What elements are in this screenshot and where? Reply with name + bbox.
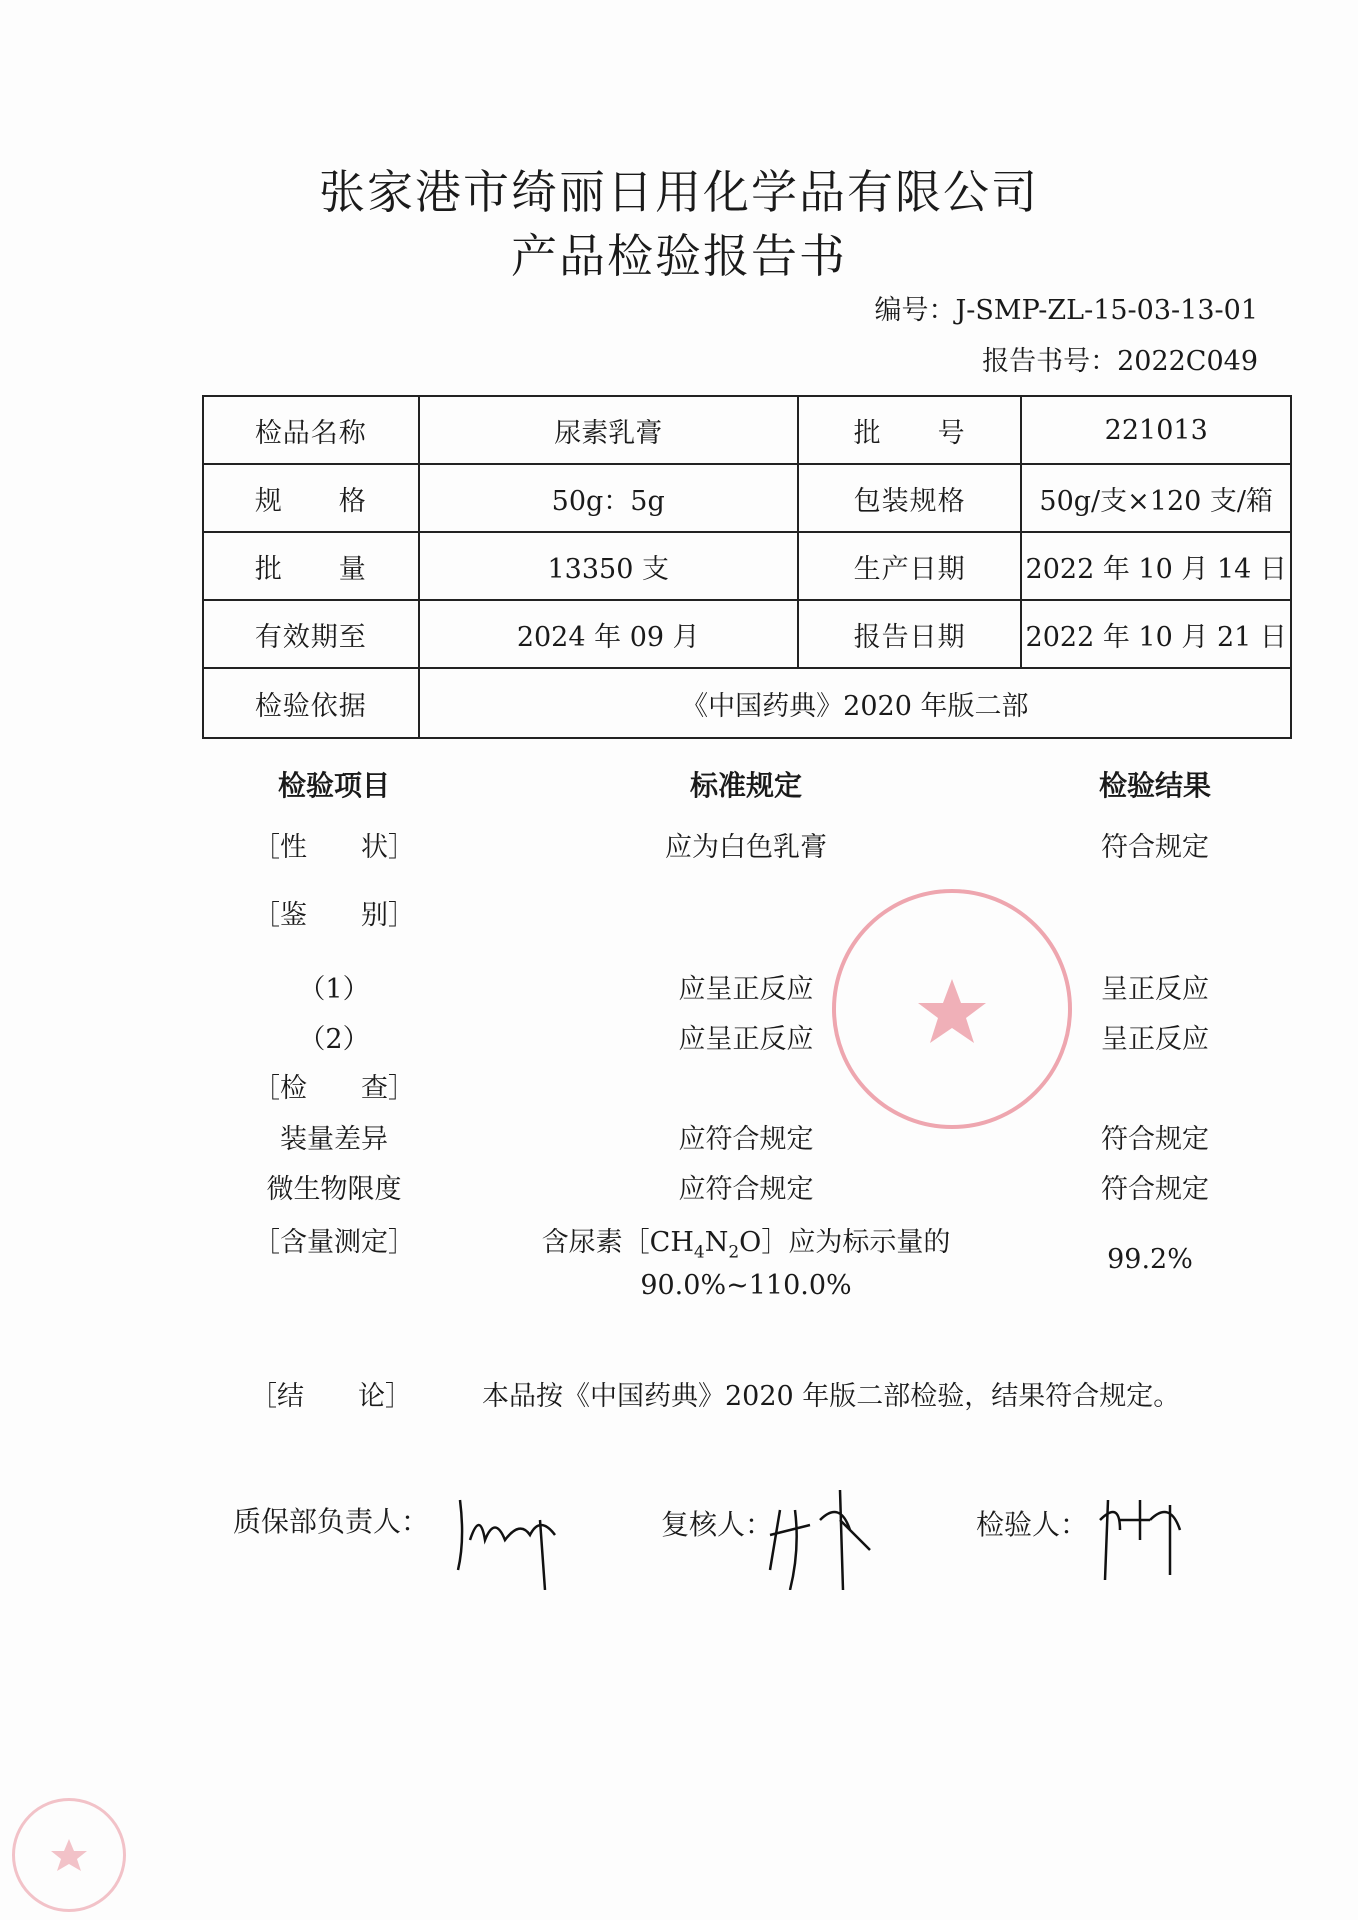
inspection-item: ［性 状］ <box>253 832 415 863</box>
inspection-item: （1） <box>298 974 370 1005</box>
assay-text-c: O］应为标示量的 <box>739 1227 951 1258</box>
basis-row <box>203 668 1291 738</box>
inspection-result: 符合规定 <box>1101 832 1209 863</box>
info-row <box>203 396 1291 464</box>
inspection-item: ［鉴 别］ <box>253 900 415 931</box>
col-item: 检验项目 <box>277 769 391 802</box>
inspection-item: ［检 查］ <box>253 1073 415 1104</box>
basis-label: 检验依据 <box>203 668 419 738</box>
corner-seal-stamp <box>12 1798 126 1912</box>
inspector-signature-label: 检验人： <box>976 1508 1089 1541</box>
assay-result: 99.2% <box>1107 1244 1193 1275</box>
field-value: 13350 支 <box>419 532 798 600</box>
inspection-item: （2） <box>298 1024 370 1055</box>
assay-range: 90.0%~110.0% <box>640 1270 852 1301</box>
field-value: 2024 年 09 月 <box>419 600 798 668</box>
conclusion-text: 本品按《中国药典》2020 年版二部检验，结果符合规定。 <box>482 1381 1181 1412</box>
field-label: 批 量 <box>203 532 419 600</box>
field-value: 2022 年 10 月 14 日 <box>1021 532 1291 600</box>
assay-standard <box>542 1220 951 1262</box>
inspection-result: 符合规定 <box>1101 1124 1209 1155</box>
field-label: 规 格 <box>203 464 419 532</box>
info-row <box>203 600 1291 668</box>
assay-text-b: N <box>704 1227 729 1258</box>
conclusion-label: ［结 论］ <box>250 1381 412 1412</box>
star-icon <box>15 1801 123 1909</box>
star-icon <box>836 893 1068 1125</box>
info-row <box>203 464 1291 532</box>
col-standard: 标准规定 <box>689 769 803 802</box>
info-row <box>203 532 1291 600</box>
col-result: 检验结果 <box>1098 769 1212 802</box>
inspection-item: 微生物限度 <box>266 1174 402 1205</box>
inspection-result: 符合规定 <box>1101 1174 1209 1205</box>
field-value: 50g/支×120 支/箱 <box>1021 464 1291 532</box>
company-name: 张家港市绮丽日用化学品有限公司 <box>319 165 1039 219</box>
inspection-result: 呈正反应 <box>1101 1024 1209 1055</box>
field-value: 221013 <box>1021 396 1291 464</box>
company-seal-stamp <box>832 889 1072 1129</box>
sub-2: 2 <box>728 1242 740 1263</box>
inspection-standard: 应呈正反应 <box>678 974 814 1005</box>
field-value: 2022 年 10 月 21 日 <box>1021 600 1291 668</box>
inspection-standard: 应符合规定 <box>678 1124 814 1155</box>
field-label: 批 号 <box>798 396 1022 464</box>
field-value: 尿素乳膏 <box>419 396 798 464</box>
field-label: 生产日期 <box>798 532 1022 600</box>
field-label: 有效期至 <box>203 600 419 668</box>
basis-value: 《中国药典》2020 年版二部 <box>419 668 1291 738</box>
sub-4: 4 <box>693 1242 705 1263</box>
field-label: 检品名称 <box>203 396 419 464</box>
info-table <box>202 395 1292 739</box>
inspection-result: 呈正反应 <box>1101 974 1209 1005</box>
doc-number: 编号：J-SMP-ZL-15-03-13-01 <box>874 295 1258 326</box>
inspection-standard: 应为白色乳膏 <box>665 832 827 863</box>
qa-signature-label: 质保部负责人： <box>233 1505 430 1538</box>
field-label: 包装规格 <box>798 464 1022 532</box>
report-number: 报告书号：2022C049 <box>982 346 1258 377</box>
field-value: 50g：5g <box>419 464 798 532</box>
inspection-item: 装量差异 <box>280 1124 388 1155</box>
field-label: 报告日期 <box>798 600 1022 668</box>
assay-text-a: 含尿素［CH <box>541 1227 694 1258</box>
handwritten-signatures <box>440 1480 1358 1590</box>
reviewer-signature-label: 复核人： <box>661 1508 774 1541</box>
report-title: 产品检验报告书 <box>511 229 847 283</box>
inspection-standard: 应呈正反应 <box>678 1024 814 1055</box>
assay-item: ［含量测定］ <box>253 1227 415 1258</box>
inspection-standard: 应符合规定 <box>678 1174 814 1205</box>
